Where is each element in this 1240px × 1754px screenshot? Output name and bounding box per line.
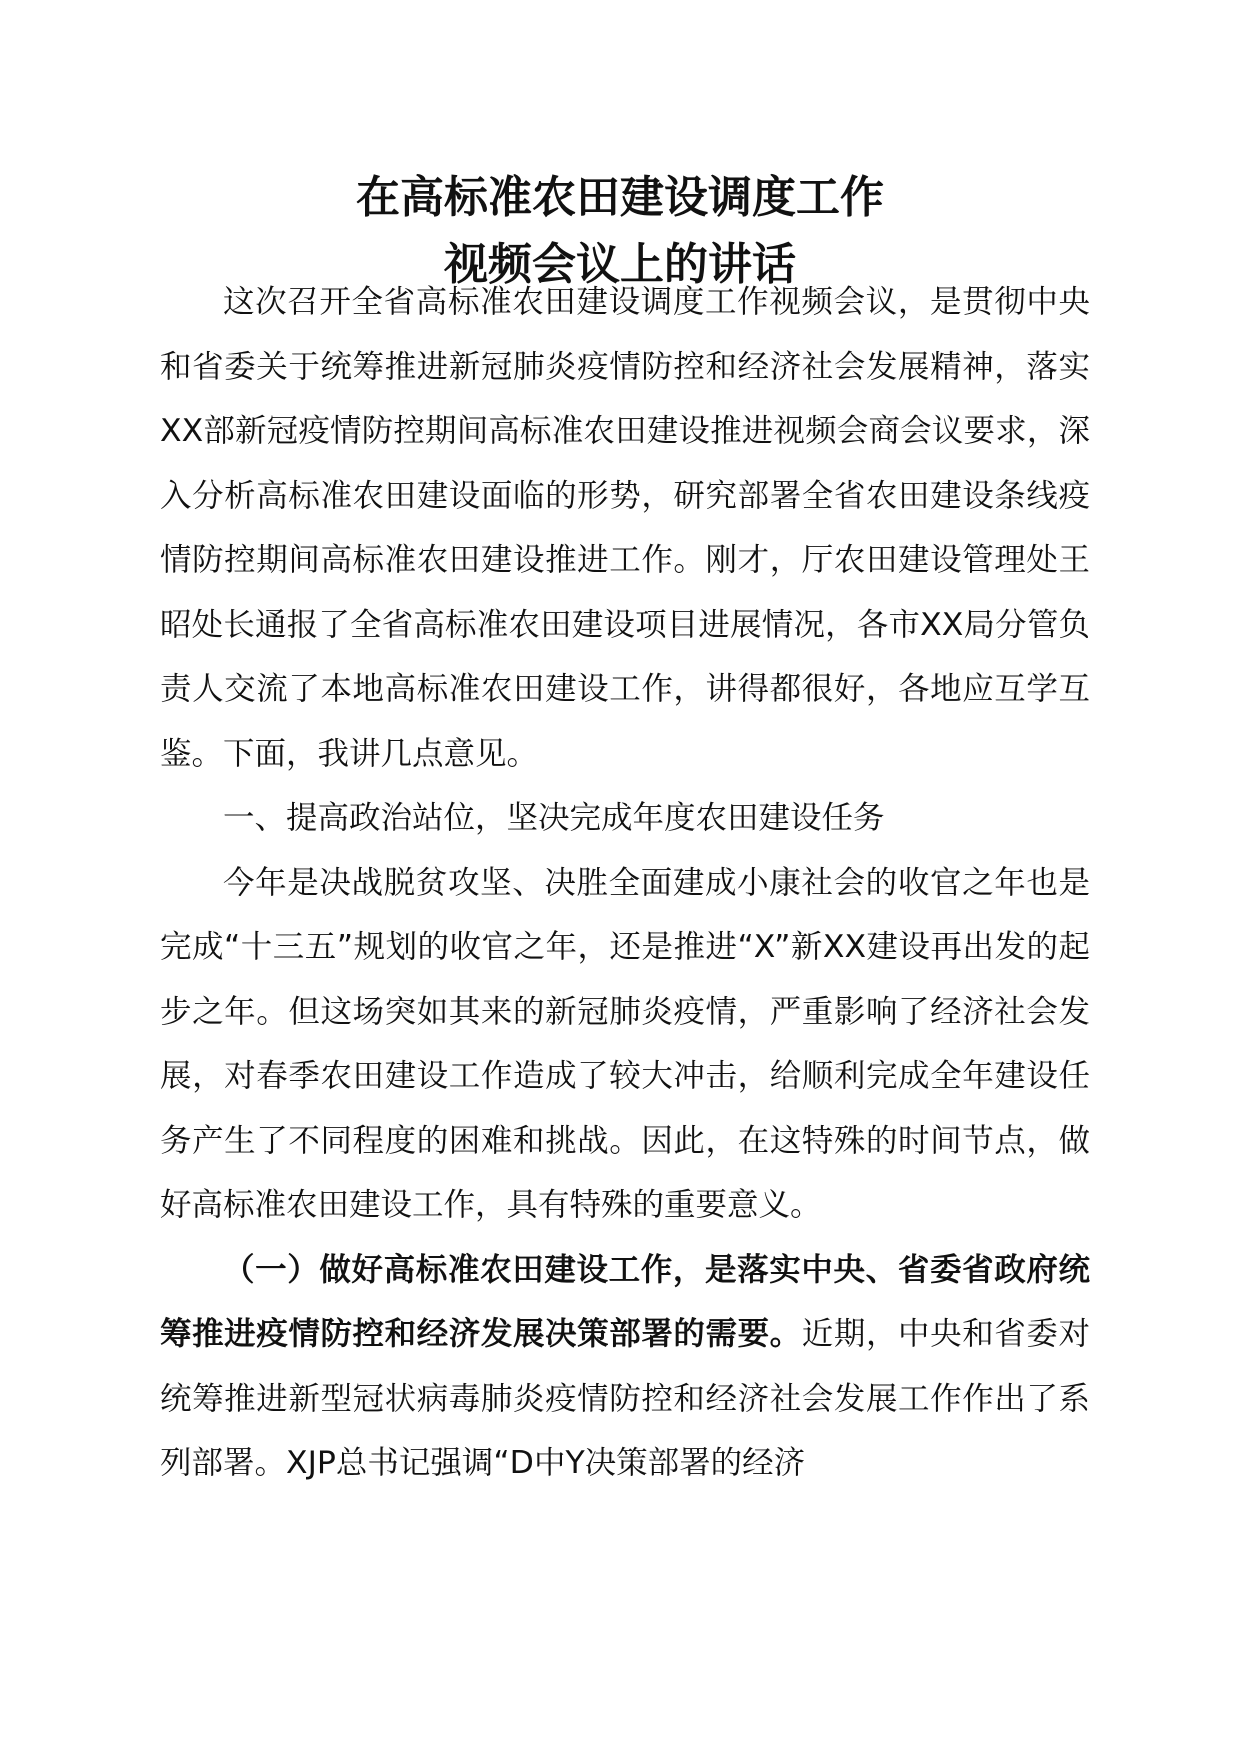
section-heading-1: 一、提高政治站位，坚决完成年度农田建设任务 [223,800,885,836]
paragraph-intro: 这次召开全省高标准农田建设调度工作视频会议，是贯彻中央和省委关于统筹推进新冠肺炎疫情防控和经济社会发展精神，落实XX部新冠疫情防控期间高标准农田建设推进视频会商会议要求，深入分析高标准农田建设面临的形势，研究部署全省农田建设条线疫情防控期间高标准农田建设推进工作。刚才，厅农田建设管理处王昭处长通报了全省高标准农田建设项目进展情况，各市XX局分管负责人交流了本地高标准农田建设工作，讲得都很好，各地应互学互鉴。下面，我讲几点意见。 [160,284,1090,772]
subsection-heading-bold: （一）做好高标准农田建设工作，是落实中央、省委省政府统筹推进疫情防控和经济发展决策部署的需要。 [160,1251,1090,1352]
subsection-text: 近期，中央和省委对统筹推进新型冠状病毒肺炎疫情防控和经济社会发展工作作出了系列部署。XJP总书记强调“D中Y决策部署的经济 [160,1316,1090,1481]
document-title-line2: 视频会议上的讲话 [444,239,796,290]
document-body [160,270,1090,1496]
paragraph-subsection-1 [160,1238,1090,1496]
document-title-line1: 在高标准农田建设调度工作 [356,172,884,223]
paragraph-context: 今年是决战脱贫攻坚、决胜全面建成小康社会的收官之年也是完成“十三五”规划的收官之年，还是推进“X”新XX建设再出发的起步之年。但这场突如其来的新冠肺炎疫情，严重影响了经济社会发展，对春季农田建设工作造成了较大冲击，给顺利完成全年建设任务产生了不同程度的困难和挑战。因此，在这特殊的时间节点，做好高标准农田建设工作，具有特殊的重要意义。 [160,864,1090,1223]
